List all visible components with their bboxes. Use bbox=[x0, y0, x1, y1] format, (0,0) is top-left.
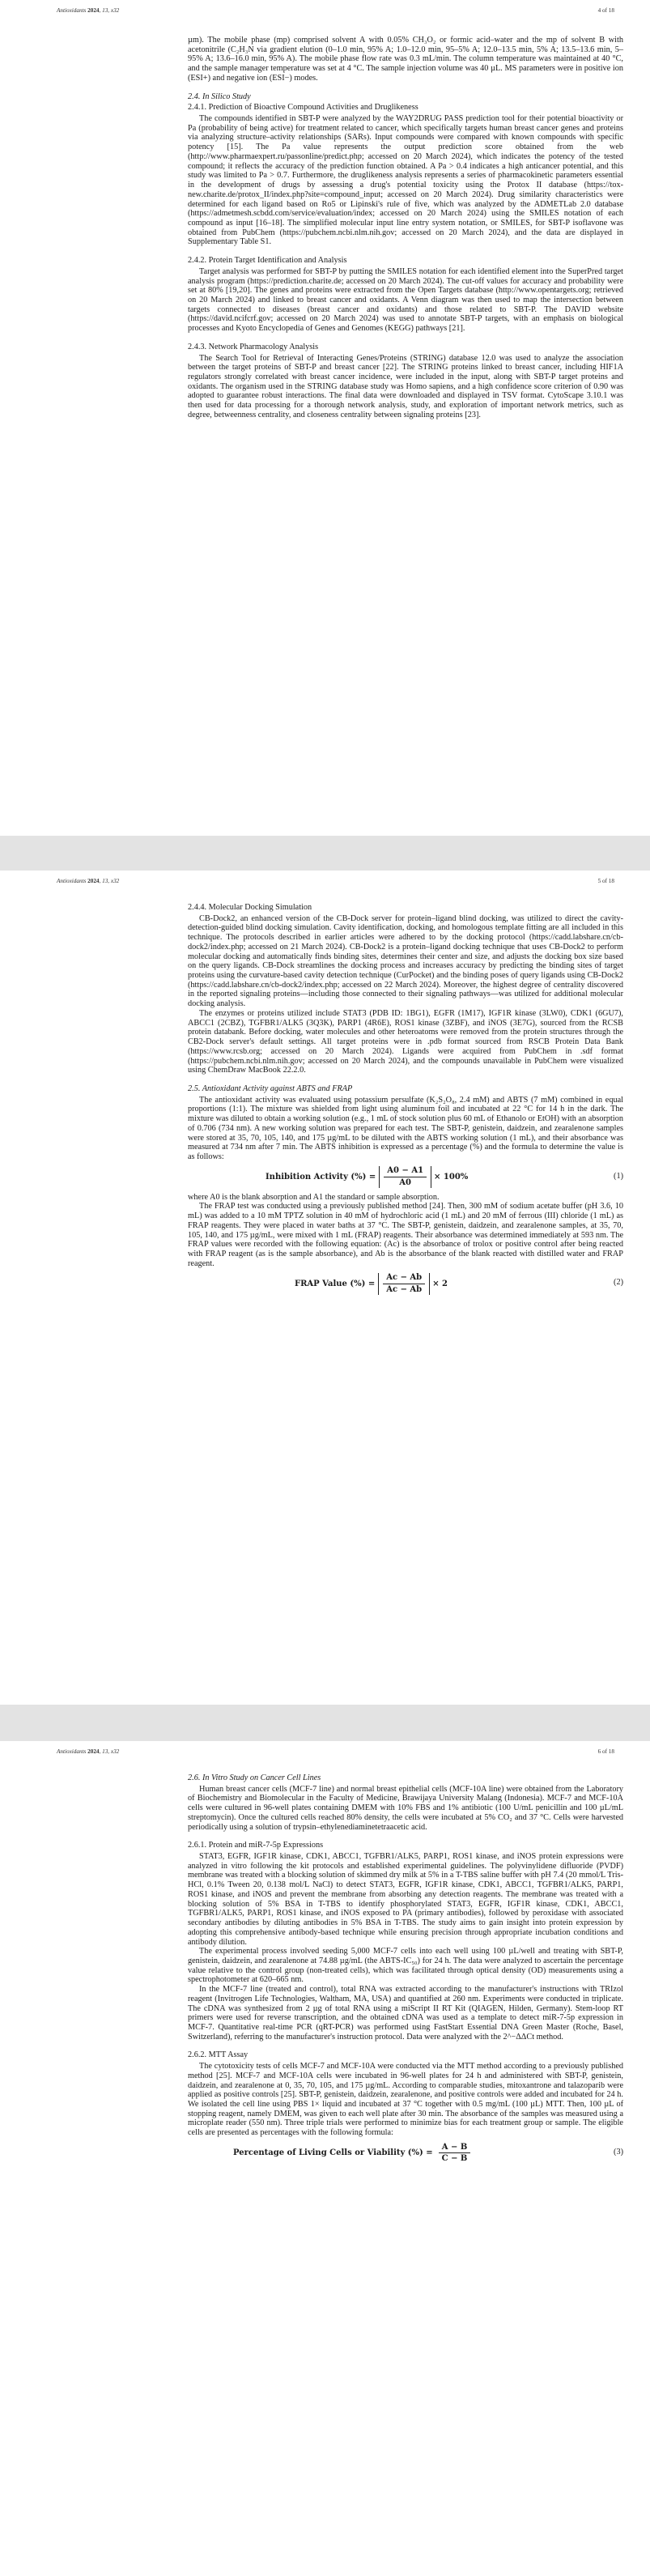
page-body bbox=[188, 1773, 623, 2169]
equation-denominator: Ac − Ab bbox=[386, 1284, 423, 1294]
subsection-heading: 2.6.2. MTT Assay bbox=[188, 2050, 249, 2060]
equation-number: (2) bbox=[614, 1278, 623, 1288]
subsection-heading: 2.6.1. Protein and miR-7-5p Expressions bbox=[188, 1841, 324, 1850]
paragraph: In the MCF-7 line (treated and control), total RNA was extracted according to the manufacturer's instructions with TRIzol reagent (Invitrogen Life Technologies, Waltham, MA, USA) and quantified at 260 nm. Experiments were conducted in triplicate. The cDNA was synthesized from 2 µg of total RNA using a miScript II RT Kit (QIAGEN, Hilden, Germany). Stem-loop RT primers were used for reverse transcription, and the obtained cDNA was used as a template to detect miR-7-5p expression in MCF-7. Quantitative real-time PCR (qRT-PCR) was performed using FastStart Essential DNA Green Master (Roche, Basel, Switzerland), referring to the manufacturer's instruction protocol. Data were analyzed with the 2^−ΔΔCt method. bbox=[188, 1985, 623, 2042]
equation-fraction bbox=[383, 1273, 425, 1294]
paragraph: Human breast cancer cells (MCF-7 line) and normal breast epithelial cells (MCF-10A line) were obtained from the Laboratory of Biochemistry and Biomolecular in the Faculty of Medicine, Brawijaya University Malang (Indonesia). MCF-7 and MCF-10A cells were cultured in 96-well plates containing DMEM with 10% FBS and 1% antibiotic (100 U/mL penicillin and 100 µL/mL streptomycin). Once the cultured cells reached 80% density, the cells were incubated at 5% CO₂ and 37 °C. Cells were harvested periodically using a solution of trypsin–ethylenediaminetetraacetic acid. bbox=[188, 1784, 623, 1832]
paragraph: The compounds identified in SBT-P were analyzed by the WAY2DRUG PASS prediction tool for their potential bioactivity or Pa (probability of being active) for treatment related to cancer, which specifically targets human breast cancer genes and proteins via analyzing structure–activity relationships (SARs). Input compounds were compared with known compounds with specific potency [15]. The Pa value represents the output prediction score obtained from the web (http://www.pharmaexpert.ru/passonline/predict.php; accessed on 20 March 2024), which indicates the potency of the tested compound; it reflects the accuracy of the prediction function obtained. A Pa > 0.4 indicates a high anticancer potential, and this study was limited to Pa > 0.7. Furthermore, the druglikeness analysis represents a series of pharmacokinetic parameters essential in the development of drugs by assessing a drug's potential toxicity using the Protox II database (https://tox-new.charite.de/protox_II/index.php?site=compound_input; accessed on 20 March 2024). Drug similarity characteristics were determined for each ligand based on Ro5 or Lipinski's rule of five, which was analyzed by the ADMETLab 2.0 database (https://admetmesh.scbdd.com/service/evaluation/index; accessed on 20 March 2024) using the SMILES notation of each compound as input [16–18]. The simplified molecular input line entry system notation, or SMILES, for SBT-P isoflavone was obtained from PubChem (https://pubchem.ncbi.nlm.nih.gov; accessed on 20 March 2024), and the data are displayed in Supplementary Table S1. bbox=[188, 114, 623, 247]
equation-tail: × 2 bbox=[432, 1279, 448, 1288]
paragraph: The antioxidant activity was evaluated using potassium persulfate (K₂S₂O₈, 2.4 mM) and ABTS (7 mM) combined in equal proportions (1:1). The mixture was shielded from light using aluminum foil and incubated at 22 °C for 14 h in the dark. The mixture was diluted to obtain a working solution (e.g., 1 mL of stock solution plus 60 mL of Ethanolo or EtOH) with an absorption of 0.706 (734 nm). A new working solution was prepared for each test. The SBT-P, genistein, daidzein, and zearalenone samples were stored at 35, 70, 105, 140, and 175 µg/mL to be diluted with the ABTS working solution (1 mL), and their absorbance was measured at 734 nm after 7 min. The ABTS inhibition is expressed as a percentage (%) and the formula to determine the value is as follows: bbox=[188, 1095, 623, 1161]
paragraph: CB-Dock2, an enhanced version of the CB-Dock server for protein–ligand blind docking, was utilized to direct the cavity-detection-guided blind docking simulation. Cavity identification, docking, and homologous template fitting are all included in this technique. The protocols described in earlier articles were adhered to by the docking protocol (https://cadd.labshare.cn/cb-dock2/index.php; accessed on 21 March 2024). CB-Dock2 is a protein–ligand docking technique that uses CB-Dock2 to perform molecular docking and automatically finds binding sites, determines their center and size, and adjusts the docking box size based on the query ligands. CB-Dock streamlines the docking process and increases accuracy by predicting the binding sites of target proteins using the curvature-based cavity detection technique (CurPocket) and the binding poses of query ligands using CB-Dock2 (https://cadd.labshare.cn/cb-dock2/index.php; accessed on 22 March 2024). Moreover, the highest degree of centrality discovered in the reported signaling proteins—including those connected to their signaling pathways—was utilized for additional molecular docking analysis. bbox=[188, 913, 623, 1009]
journal-citation: Antioxidants 2024, 13, x32 bbox=[57, 7, 120, 14]
equation-numerator: A − B bbox=[439, 2143, 471, 2154]
equation-lhs: FRAP Value (%) = bbox=[295, 1279, 376, 1288]
subsection-heading: 2.4.3. Network Pharmacology Analysis bbox=[188, 342, 319, 351]
paragraph: The experimental process involved seeding 5,000 MCF-7 cells into each well using 100 µL/well and treating with SBT-P, genistein, daidzein, and zearalenone at 74.88 µg/mL (the ABTS-IC₅₀) for 24 h. The data were analyzed to ascertain the percentage value relative to the control group (non-treated cells), which was facilitated through optical density (OD) measurements using a spectrophotometer at 620–665 nm. bbox=[188, 1947, 623, 1985]
journal-citation: Antioxidants 2024, 13, x32 bbox=[57, 878, 120, 884]
paragraph: The Search Tool for Retrieval of Interacting Genes/Proteins (STRING) database 12.0 was used to analyze the association between the target proteins of SBT-P and breast cancer [22]. The STRING proteins linked to breast cancer, including HIF1A regulators strongly correlated with breast cancer incidence, were included in the input, along with SBT-P target proteins and oxidants. The organism used in the STRING database study was Homo sapiens, and a high confidence score criterion of 0.90 was adopted to guarantee robust interactions. The final data were downloaded and displayed in TSV format. CytoScape 3.10.1 was then used for data processing for a thorough network analysis, study, and exploration of important network metrics, such as degree, betweenness centrality, and closeness centrality between signaling proteins [23]. bbox=[188, 353, 623, 419]
equation-1 bbox=[188, 1164, 623, 1191]
equation-numerator: Ac − Ab bbox=[383, 1273, 425, 1284]
subsection-heading: 2.4.2. Protein Target Identification and Analysis bbox=[188, 256, 347, 266]
page-4 bbox=[0, 0, 650, 836]
page-6 bbox=[0, 1741, 650, 2576]
equation-denominator: C − B bbox=[441, 2154, 468, 2164]
paragraph: STAT3, EGFR, IGF1R kinase, CDK1, ABCC1, TGFBR1/ALK5, PARP1, ROS1 kinase, and iNOS protein expressions were analyzed in vitro following the kit protocols and established experimental guidelines. The polyvinylidene difluoride (PVDF) membrane was treated with a blocking solution of skimmed dry milk at 5% in a T-TBS saline buffer with pH 7.4 (20 mmol/L Tris-HCl, 0.1% Tween 20, 0.138 mol/L NaCl) to detect STAT3, EGFR, IGF1R kinase, CDK1, ABCC1, TGFBR1/ALK5, PARP1, ROS1 kinase, and iNOS and prevent the membrane from absorbing any detection reagents. The membrane was treated with a blocking solution of 5% BSA in T-TBS to identify phosphorylated STAT3, EGFR, IGF1R kinase, CDK1, ABCC1, TGFBR1/ALK5, PARP1, ROS1 kinase, and iNOS exposed to PA (primary antibodies), followed by peroxidase with associated secondary antibodies by diluting antibodies in 5% BSA in T-TBS. The study aims to gain insight into protein expression by adopting this comprehensive antibody-based technique while ensuring precision through appropriate incubation conditions and antibody dilution. bbox=[188, 1852, 623, 1947]
equation-tail: × 100% bbox=[434, 1172, 469, 1182]
subsection-heading: 2.4.1. Prediction of Bioactive Compound Activities and Druglikeness bbox=[188, 103, 418, 113]
paragraph: Target analysis was performed for SBT-P by putting the SMILES notation for each identified element into the SuperPred target analysis program (https://prediction.charite.de; accessed on 20 March 2024). The cut-off values for accuracy and probability were set at 80% [19,20]. The genes and proteins were extracted from the Open Targets database (http://www.opentargets.org; retrieved on 20 March 2024) and linked to breast cancer and oxidants. A Venn diagram was then used to map the intersection between targets connected to diseases (breast cancer and oxidants) and those related to SBT-P. The DAVID website (https://david.ncifcrf.gov; accessed on 20 March 2024) was used to annotate SBT-P targets, with an emphasis on biological processes and Kyoto Encyclopedia of Genes and Genomes (KEGG) pathways [21]. bbox=[188, 266, 623, 334]
equation-number: (3) bbox=[614, 2147, 623, 2157]
equation-numerator: A0 − A1 bbox=[384, 1166, 427, 1177]
section-heading: 2.5. Antioxidant Activity against ABTS and FRAP bbox=[188, 1084, 353, 1093]
equation-lhs: Percentage of Living Cells or Viability (%) = bbox=[233, 2148, 433, 2158]
equation-number: (1) bbox=[614, 1171, 623, 1181]
equation-2 bbox=[188, 1270, 623, 1297]
equation-fraction bbox=[439, 2143, 471, 2164]
page-header bbox=[57, 878, 614, 889]
equation-denominator: A0 bbox=[399, 1178, 412, 1188]
subsection-heading: 2.4.4. Molecular Docking Simulation bbox=[188, 903, 312, 912]
paragraph: where A0 is the blank absorption and A1 the standard or sample absorption. bbox=[188, 1192, 440, 1202]
page-number: 4 of 18 bbox=[597, 7, 614, 14]
section-heading: 2.6. In Vitro Study on Cancer Cell Lines bbox=[188, 1773, 321, 1782]
journal-citation: Antioxidants 2024, 13, x32 bbox=[57, 1748, 120, 1755]
page-header bbox=[57, 7, 614, 19]
page-body bbox=[188, 903, 623, 1299]
equation-3 bbox=[188, 2140, 623, 2167]
page-number: 6 of 18 bbox=[597, 1748, 614, 1755]
paragraph: µm). The mobile phase (mp) comprised solvent A with 0.05% CH₃O₂ or formic acid–water and the mp of solvent B with acetonitrile (C₂H₃N via gradient elution (0–1.0 min, 95% A; 1.0–12.0 min, 95–5% A; 12.0–13.5 min, 5% A; 13.5–13.6 min, 5–95% A; 13.6–16.0 min, 95% A). The mobile phase flow rate was 0.3 mL/min. The column temperature was maintained at 40 °C, and the sample manager temperature was set at 4 °C. The sample injection volume was 40 µL. MS parameters were in positive ion (ESI+) and negative ion (ESI−) modes. bbox=[188, 36, 623, 83]
page-number: 5 of 18 bbox=[597, 878, 614, 884]
equation-fraction bbox=[384, 1166, 427, 1187]
page-5 bbox=[0, 871, 650, 1705]
paragraph: The cytotoxicity tests of cells MCF-7 and MCF-10A were conducted via the MTT method according to a previously published method [25]. MCF-7 and MCF-10A cells were incubated in 96-well plates for 24 h and administered with SBT-P, genistein, daidzein, and zearalenone at 0, 35, 70, 105, and 175 µg/mL. According to comparable studies, mitoxantrone and talazoparib were applied as positive controls [25]. SBT-P, genistein, daidzein, zearalenone, and positive controls were added and incubated for 24 h. We isolated the cell line using PBS 1× liquid and incubated at 37 °C together with 0.5 mg/mL (100 µL) MTT. Then, 100 µL of stopping reagent, namely DMEM, was given to each well plate after 30 min. The absorbance of the samples was measured using a microplate reader (550 nm). Three triple trials were performed to minimize bias for each treatment group or sample. The eligible cells are presented as percentages with the following formula: bbox=[188, 2062, 623, 2138]
page-body bbox=[188, 36, 623, 420]
paragraph: The FRAP test was conducted using a previously published method [24]. Then, 300 mM of sodium acetate buffer (pH 3.6, 10 mL) was added to a 10 mM TPTZ solution in 40 mM of hydrochloric acid (1 mL) and 20 mM of ferrous (III) chloride (1 mL) as FRAP reagents. They were placed in water baths at 37 °C. The SBT-P, genistein, daidzein, and zearalenone samples, at 35, 70, 105, 140, and 175 µg/mL, were mixed with 1 mL (FRAP) reagents. Their absorbance was determined immediately at 593 nm. The FRAP values were recorded with the following equation: (Ac) is the absorbance of trolox or positive control after being reacted with FRAP reagent (as is the sample absorbance), and Ab is the absorbance of the blank reacted with distilled water and FRAP reagent. bbox=[188, 1202, 623, 1268]
page-header bbox=[57, 1748, 614, 1760]
equation-lhs: Inhibition Activity (%) = bbox=[266, 1172, 376, 1182]
paragraph: The enzymes or proteins utilized include STAT3 (PDB ID: 1BG1), EGFR (1M17), IGF1R kinase (3LW0), CDK1 (6GU7), ABCC1 (2CBZ), TGFBR1/ALK5 (3Q3K), PARP1 (4R6E), ROS1 kinase (3ZBF), and iNOS (3E7G), sourced from the RCSB protein databank. Before docking, water molecules and other heteroatoms were removed from the protein structures through the CB2-Dock server's default settings. All target proteins were in .pdb format sourced from RSCB Protein Data Bank (https://www.rcsb.org; accessed on 20 March 2024). Ligands were acquired from PubChem in .sdf format (https://pubchem.ncbi.nlm.nih.gov; accessed on 20 March 2024), and the compounds unavailable in PubChem were visualized using ChemDraw MacBook 22.2.0. bbox=[188, 1008, 623, 1075]
section-heading: 2.4. In Silico Study bbox=[188, 92, 251, 101]
